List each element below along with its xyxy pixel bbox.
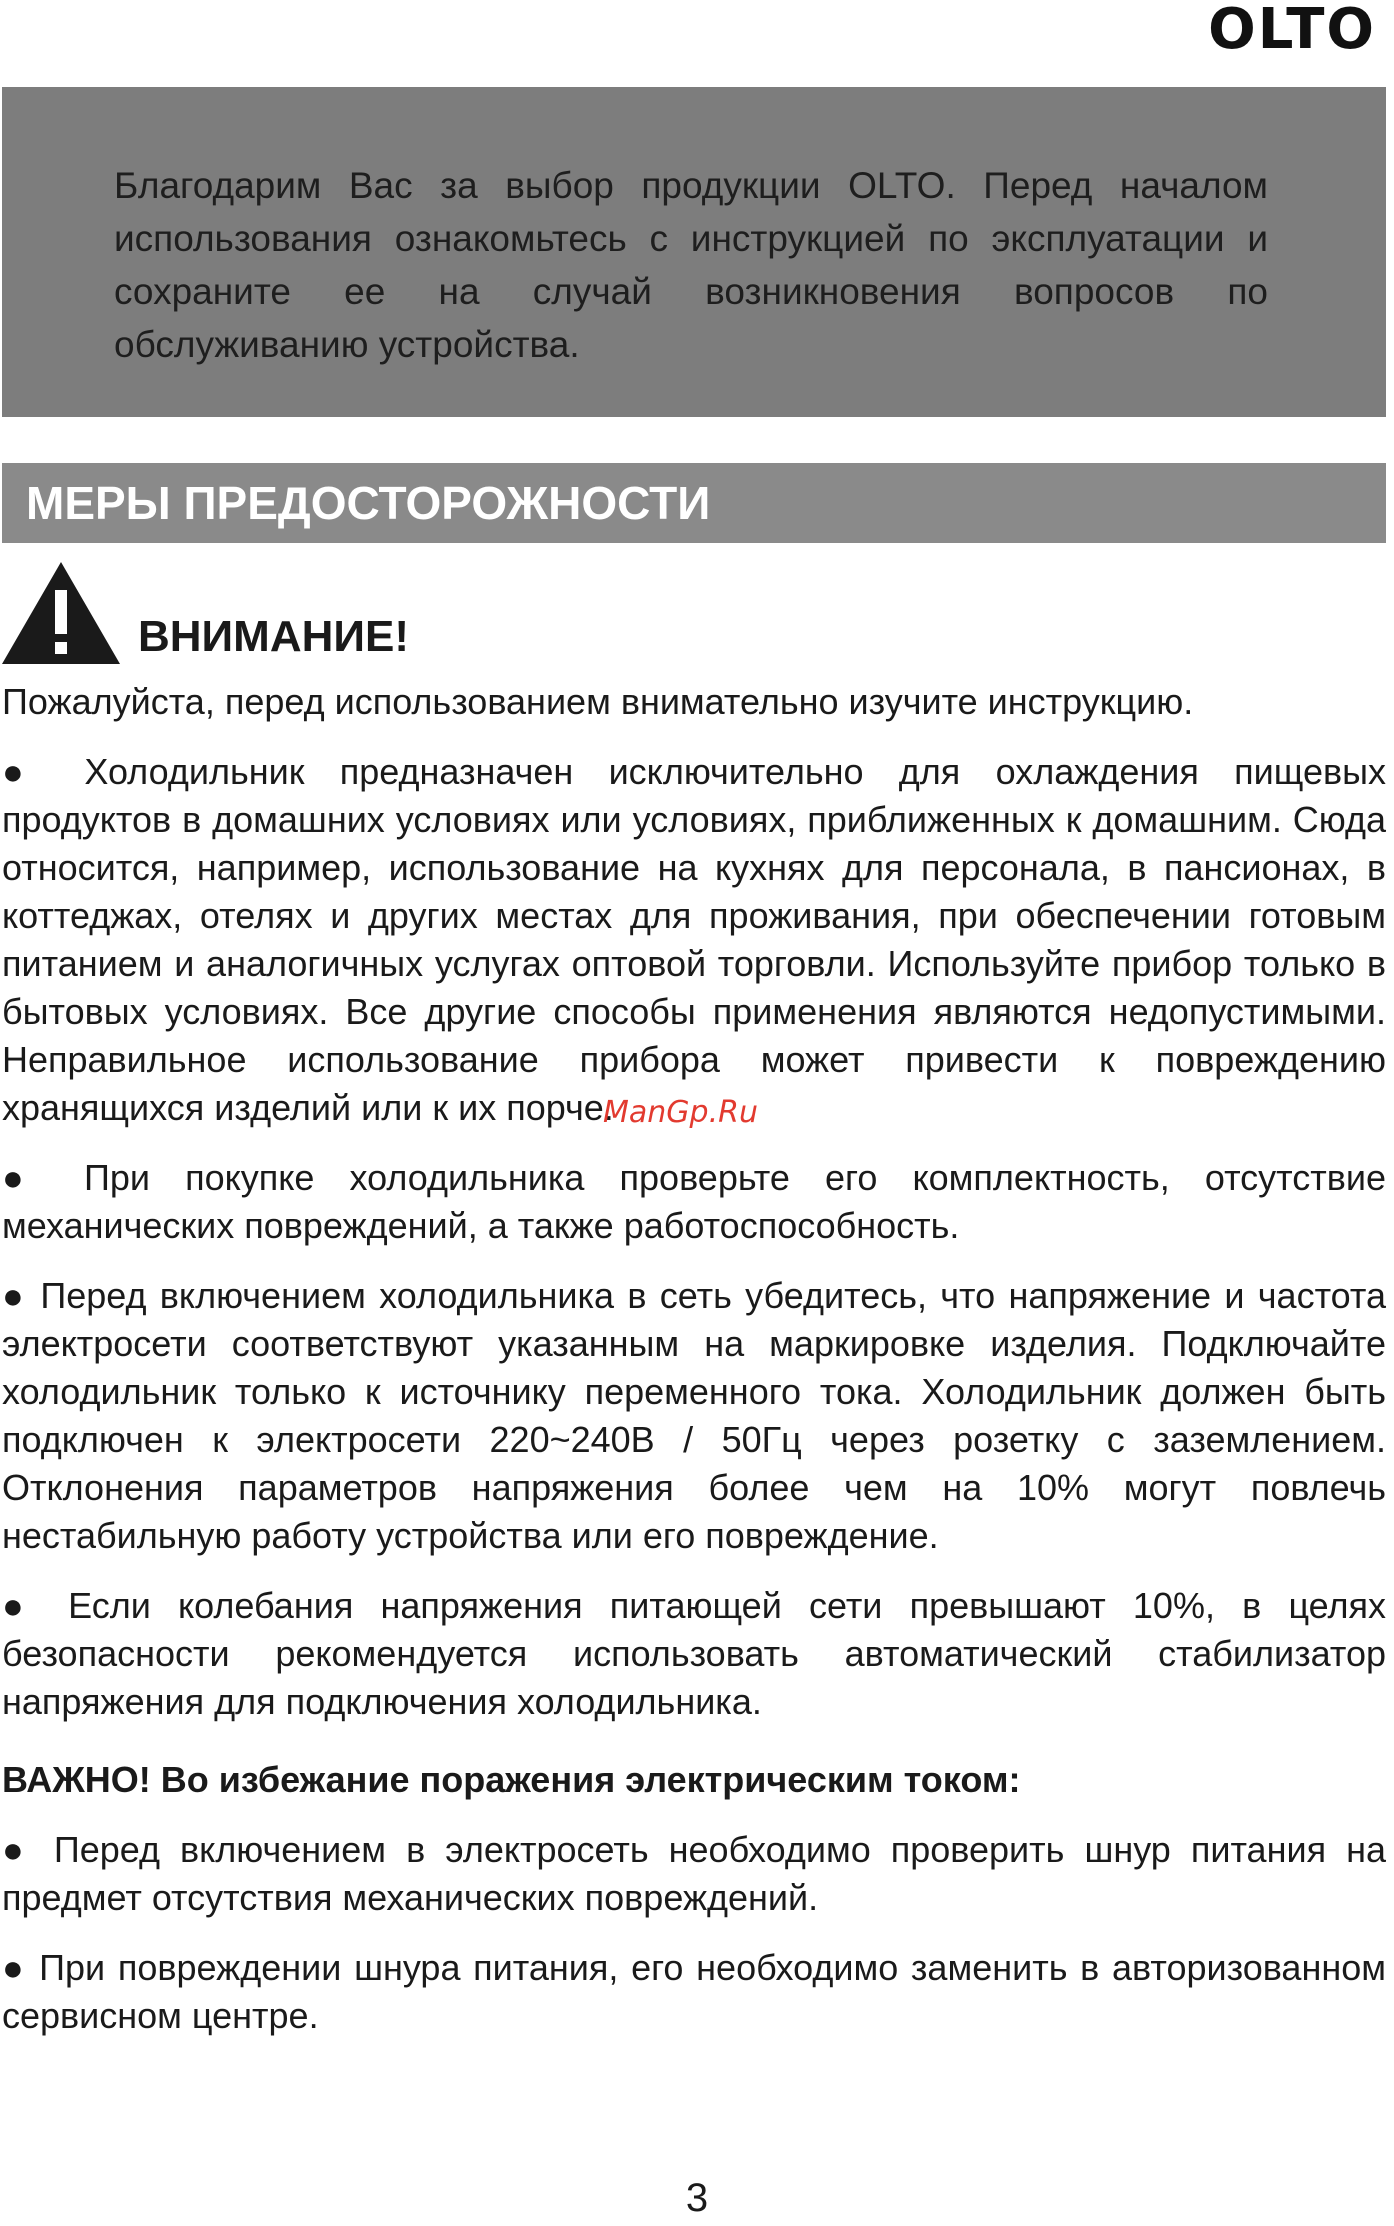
page-number: 3	[685, 2176, 709, 2220]
watermark: ManGp.Ru	[603, 1095, 758, 1130]
section-title: МЕРЫ ПРЕДОСТОРОЖНОСТИ	[26, 477, 711, 529]
warning-block	[0, 560, 600, 670]
bullet-paragraph: ● Если колебания напряжения питающей сети превышают 10%, в целях безопасности рекомендуется использовать автоматический стабилизатор напряжения для подключения холодильника.	[2, 1585, 1386, 1722]
section-header	[2, 463, 1386, 543]
lead-paragraph: Пожалуйста, перед использованием внимательно изучите инструкцию.	[2, 681, 1194, 722]
intro-box	[2, 87, 1386, 417]
intro-text: Благодарим Вас за выбор продукции OLTO. Перед началом использования ознакомьтесь с инструкцией по эксплуатации и сохраните ее на случай возникновения вопросов по обслуживанию устройства.	[114, 165, 1268, 365]
important-heading: ВАЖНО! Во избежание поражения электрическим током:	[2, 1759, 1021, 1800]
bullet-paragraph: ● Холодильник предназначен исключительно для охлаждения пищевых продуктов в домашних условиях или условиях, приближенных к домашним. Сюда относится, например, использование на кухнях для персонала, в пансионах, в коттеджах, отелях и других местах для проживания, при обеспечении готовым питанием и аналогичных услугах оптовой торговли. Используйте прибор только в бытовых условиях. Все другие способы применения являются недопустимыми. Неправильное использование прибора может привести к повреждению хранящихся изделий или к их порче.	[2, 751, 1386, 1128]
important-bullet: ● При повреждении шнура питания, его необходимо заменить в авторизованном сервисном центре.	[2, 1947, 1386, 2036]
bullet-paragraph: ● При покупке холодильника проверьте его комплектность, отсутствие механических повреждений, а также работоспособность.	[2, 1157, 1386, 1246]
important-bullet: ● Перед включением в электросеть необходимо проверить шнур питания на предмет отсутствия механических повреждений.	[2, 1829, 1386, 1918]
bullet-paragraph: ● Перед включением холодильника в сеть убедитесь, что напряжение и частота электросети соответствуют указанным на маркировке изделия. Подключайте холодильник только к источнику переменного тока. Холодильник должен быть подключен к электросети 220~240В / 50Гц через розетку с заземлением. Отклонения параметров напряжения более чем на 10% могут повлечь нестабильную работу устройства или его повреждение.	[2, 1275, 1386, 1556]
content-body	[2, 678, 1386, 2040]
brand-logo: OLTO	[1208, 0, 1376, 62]
warning-label: ВНИМАНИЕ!	[138, 612, 410, 661]
warning-triangle-icon	[0, 560, 122, 666]
